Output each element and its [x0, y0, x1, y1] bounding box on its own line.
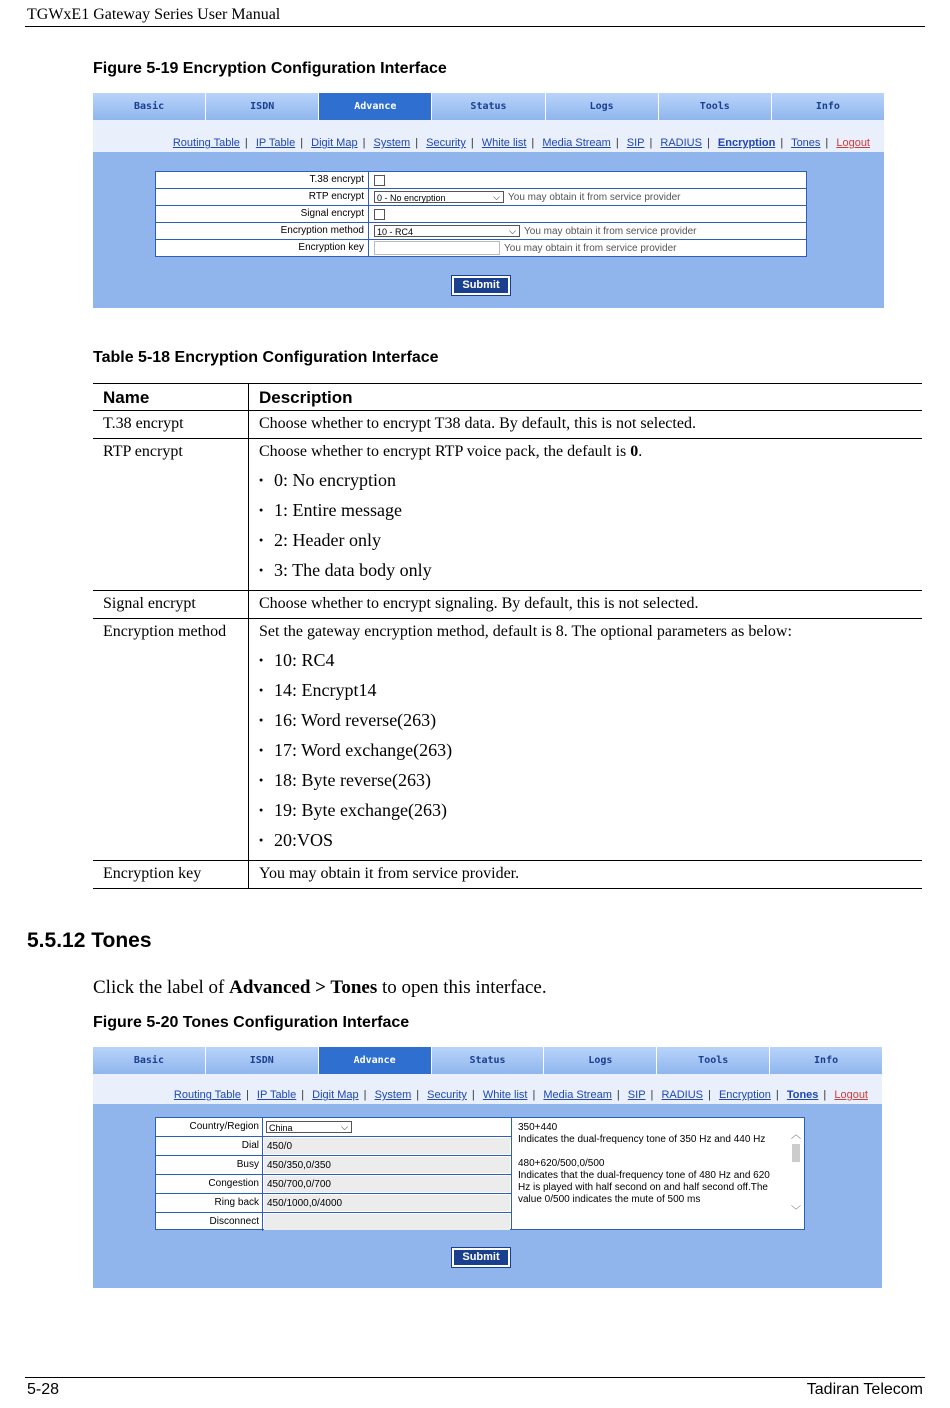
subnav-routing-table[interactable]: Routing Table — [172, 137, 240, 149]
label-signal-encrypt: Signal encrypt — [156, 206, 369, 222]
tones-form — [155, 1117, 805, 1230]
dial-input[interactable]: 450/0 — [264, 1138, 510, 1154]
country-region-value: China — [269, 1123, 293, 1133]
para-path: Advanced > Tones — [229, 977, 378, 998]
subnav-digit-map[interactable]: Digit Map — [311, 137, 358, 149]
label-dial: Dial — [156, 1137, 263, 1155]
row-t38-encrypt — [156, 172, 806, 189]
tab-logs[interactable]: Logs — [544, 1047, 657, 1074]
cell-desc: Choose whether to encrypt signaling. By default, this is not selected. — [249, 591, 923, 619]
sub-navigation: Routing Table | IP Table | Digit Map | System | Security | White list | Media Stream | SIP | RADIUS | Encryption | Tones | Logout — [93, 1074, 882, 1104]
row-dial — [156, 1137, 511, 1156]
help-line: Indicates the dual-frequency tone of 350 Hz and 440 Hz — [518, 1134, 766, 1145]
subnav-system[interactable]: System — [373, 137, 411, 149]
tab-isdn[interactable]: ISDN — [206, 93, 319, 120]
row-ring-back — [156, 1194, 511, 1213]
cell-name: Encryption key — [93, 861, 249, 889]
subnav-ip-table[interactable]: IP Table — [255, 137, 296, 149]
subnav-tones[interactable]: Tones — [786, 1089, 819, 1101]
tones-ui-screenshot — [93, 1047, 882, 1288]
chevron-down-icon: ⌵ — [509, 226, 516, 236]
subnav-sip[interactable]: SIP — [627, 1089, 646, 1101]
table-row — [93, 439, 922, 591]
rtp-desc-default: 0 — [630, 443, 639, 460]
subnav-routing-table[interactable]: Routing Table — [173, 1089, 241, 1101]
subnav-sip[interactable]: SIP — [626, 137, 645, 149]
subnav-ip-table[interactable]: IP Table — [256, 1089, 297, 1101]
key-hint: You may obtain it from service provider — [504, 242, 677, 254]
row-encryption-method — [156, 223, 806, 240]
row-rtp-encrypt — [156, 189, 806, 206]
t38-encrypt-checkbox[interactable] — [374, 175, 385, 186]
cell-desc: You may obtain it from service provider. — [249, 861, 923, 889]
subnav-media-stream[interactable]: Media Stream — [542, 137, 611, 149]
table-row — [93, 861, 922, 889]
row-disconnect — [156, 1213, 511, 1231]
submit-button[interactable]: Submit — [452, 1248, 510, 1267]
tab-status[interactable]: Status — [432, 93, 545, 120]
label-encryption-key: Encryption key — [156, 240, 369, 256]
para-text: Click the label of — [93, 977, 230, 998]
table-5-18-caption: Table 5-18 Encryption Configuration Interface — [93, 349, 439, 366]
subnav-encryption[interactable]: Encryption — [718, 1089, 771, 1101]
subnav-system[interactable]: System — [374, 1089, 412, 1101]
rtp-options-list — [259, 465, 912, 585]
col-description-header: Description — [249, 384, 923, 411]
help-scrollbar[interactable] — [791, 1130, 801, 1218]
list-item: ● 17: Word exchange(263) — [274, 735, 912, 765]
help-line: 350+440 — [518, 1122, 558, 1133]
label-busy: Busy — [156, 1156, 263, 1174]
country-region-select[interactable] — [266, 1121, 352, 1133]
list-item: ● 0: No encryption — [274, 465, 912, 495]
top-tabs — [93, 93, 884, 120]
tab-info[interactable]: Info — [814, 1055, 839, 1066]
list-item: ● 10: RC4 — [274, 645, 912, 675]
cell-name: Signal encrypt — [93, 591, 249, 619]
header-rule — [25, 26, 925, 27]
method-hint: You may obtain it from service provider — [524, 225, 697, 237]
subnav-tones[interactable]: Tones — [791, 137, 821, 149]
disconnect-input[interactable] — [264, 1214, 510, 1230]
tab-tools[interactable]: Tools — [659, 93, 772, 120]
encryption-key-input[interactable] — [374, 241, 500, 255]
label-rtp-encrypt: RTP encrypt — [156, 189, 369, 205]
label-t38-encrypt: T.38 encrypt — [156, 172, 369, 188]
figure-5-19-caption: Figure 5-19 Encryption Configuration Interface — [93, 60, 447, 77]
table-row — [93, 591, 922, 619]
ring-back-input[interactable]: 450/1000,0/4000 — [264, 1195, 510, 1211]
running-header: TGWxE1 Gateway Series User Manual — [27, 6, 281, 23]
rtp-encrypt-select[interactable] — [374, 191, 504, 203]
chevron-up-icon[interactable]: ︿ — [791, 1130, 801, 1141]
subnav-digit-map[interactable]: Digit Map — [312, 1089, 359, 1101]
row-country-region — [156, 1118, 511, 1137]
tab-advance[interactable]: Advance — [319, 1047, 432, 1074]
subnav-radius[interactable]: RADIUS — [661, 1089, 704, 1101]
figure-5-20-caption: Figure 5-20 Tones Configuration Interface — [93, 1014, 410, 1031]
cell-desc — [249, 619, 923, 861]
footer-rule — [25, 1377, 925, 1378]
para-text-end: to open this interface. — [377, 977, 547, 998]
cell-desc: Choose whether to encrypt T38 data. By default, this is not selected. — [249, 411, 923, 439]
intro-paragraph — [93, 977, 547, 999]
tab-basic[interactable]: Basic — [93, 93, 206, 120]
tab-logs[interactable]: Logs — [546, 93, 659, 120]
section-heading: 5.5.12 Tones — [27, 929, 152, 952]
cell-name: Encryption method — [93, 619, 249, 861]
list-item: ● 19: Byte exchange(263) — [274, 795, 912, 825]
tab-tools[interactable]: Tools — [657, 1047, 770, 1074]
method-desc-text: Set the gateway encryption method, default is 8. The optional parameters as below: — [259, 623, 792, 640]
tab-status[interactable]: Status — [432, 1047, 545, 1074]
label-congestion: Congestion — [156, 1175, 263, 1193]
sub-navigation: Routing Table | IP Table | Digit Map | System | Security | White list | Media Stream | SIP | RADIUS | Encryption | Tones | Logout — [93, 120, 884, 152]
cell-name: RTP encrypt — [93, 439, 249, 591]
rtp-desc-text: Choose whether to encrypt RTP voice pack, the default is — [259, 443, 631, 460]
label-country-region: Country/Region — [156, 1118, 263, 1136]
chevron-down-icon[interactable]: ﹀ — [791, 1206, 801, 1217]
subnav-logout[interactable]: Logout — [836, 137, 870, 149]
list-item: ● 3: The data body only — [274, 555, 912, 585]
list-item: ● 20:VOS — [274, 825, 912, 855]
tab-info[interactable]: Info — [815, 101, 840, 112]
subnav-security[interactable]: Security — [427, 1089, 467, 1101]
footer-company: Tadiran Telecom — [806, 1381, 923, 1398]
method-options-list — [259, 645, 912, 855]
encryption-form — [155, 171, 807, 257]
table-header-row — [93, 384, 922, 411]
row-encryption-key — [156, 240, 806, 256]
submit-button[interactable]: Submit — [452, 276, 510, 295]
subnav-encryption[interactable]: Encryption — [717, 137, 776, 149]
tones-help-text — [512, 1118, 804, 1229]
help-line: Indicates that the dual-frequency tone of 480 Hz and 620 Hz is played with half second on and half second off.The value 0/500 indicates the mute of 500 ms — [518, 1170, 770, 1205]
subnav-security[interactable]: Security — [426, 137, 466, 149]
subnav-radius[interactable]: RADIUS — [660, 137, 702, 149]
list-item: ● 2: Header only — [274, 525, 912, 555]
cell-desc — [249, 439, 923, 591]
list-item: ● 14: Encrypt14 — [274, 675, 912, 705]
country-region-cell — [264, 1119, 510, 1135]
subnav-logout[interactable]: Logout — [834, 1089, 868, 1101]
encryption-description-table — [93, 383, 922, 889]
label-encryption-method: Encryption method — [156, 223, 369, 239]
congestion-input[interactable]: 450/700,0/700 — [264, 1176, 510, 1192]
tab-advance[interactable]: Advance — [319, 93, 432, 120]
chevron-down-icon: ⌵ — [341, 1122, 348, 1132]
list-item: ● 16: Word reverse(263) — [274, 705, 912, 735]
rtp-encrypt-value: 0 - No encryption — [377, 193, 446, 203]
subnav-white-list[interactable]: White list — [482, 1089, 528, 1101]
top-tabs — [93, 1047, 882, 1074]
help-line: 480+620/500,0/500 — [518, 1158, 605, 1169]
table-row — [93, 619, 922, 861]
encryption-method-value: 10 - RC4 — [377, 227, 414, 237]
subnav-media-stream[interactable]: Media Stream — [543, 1089, 612, 1101]
list-item: ● 1: Entire message — [274, 495, 912, 525]
scroll-thumb[interactable] — [792, 1144, 800, 1162]
encryption-method-select[interactable] — [374, 225, 520, 237]
page-number: 5-28 — [27, 1381, 60, 1398]
rtp-hint: You may obtain it from service provider — [508, 191, 681, 203]
cell-name: T.38 encrypt — [93, 411, 249, 439]
subnav-white-list[interactable]: White list — [481, 137, 527, 149]
busy-input[interactable]: 450/350,0/350 — [264, 1157, 510, 1173]
label-disconnect: Disconnect — [156, 1213, 263, 1231]
list-item: ● 18: Byte reverse(263) — [274, 765, 912, 795]
row-signal-encrypt — [156, 206, 806, 223]
col-name-header: Name — [93, 384, 249, 411]
tab-basic[interactable]: Basic — [93, 1047, 206, 1074]
tab-isdn[interactable]: ISDN — [206, 1047, 319, 1074]
encryption-ui-screenshot — [93, 93, 884, 308]
tones-fields — [156, 1118, 512, 1229]
label-ring-back: Ring back — [156, 1194, 263, 1212]
row-congestion — [156, 1175, 511, 1194]
table-row — [93, 411, 922, 439]
chevron-down-icon: ⌵ — [493, 192, 500, 202]
signal-encrypt-checkbox[interactable] — [374, 209, 385, 220]
row-busy — [156, 1156, 511, 1175]
rtp-desc-end: . — [638, 443, 643, 460]
